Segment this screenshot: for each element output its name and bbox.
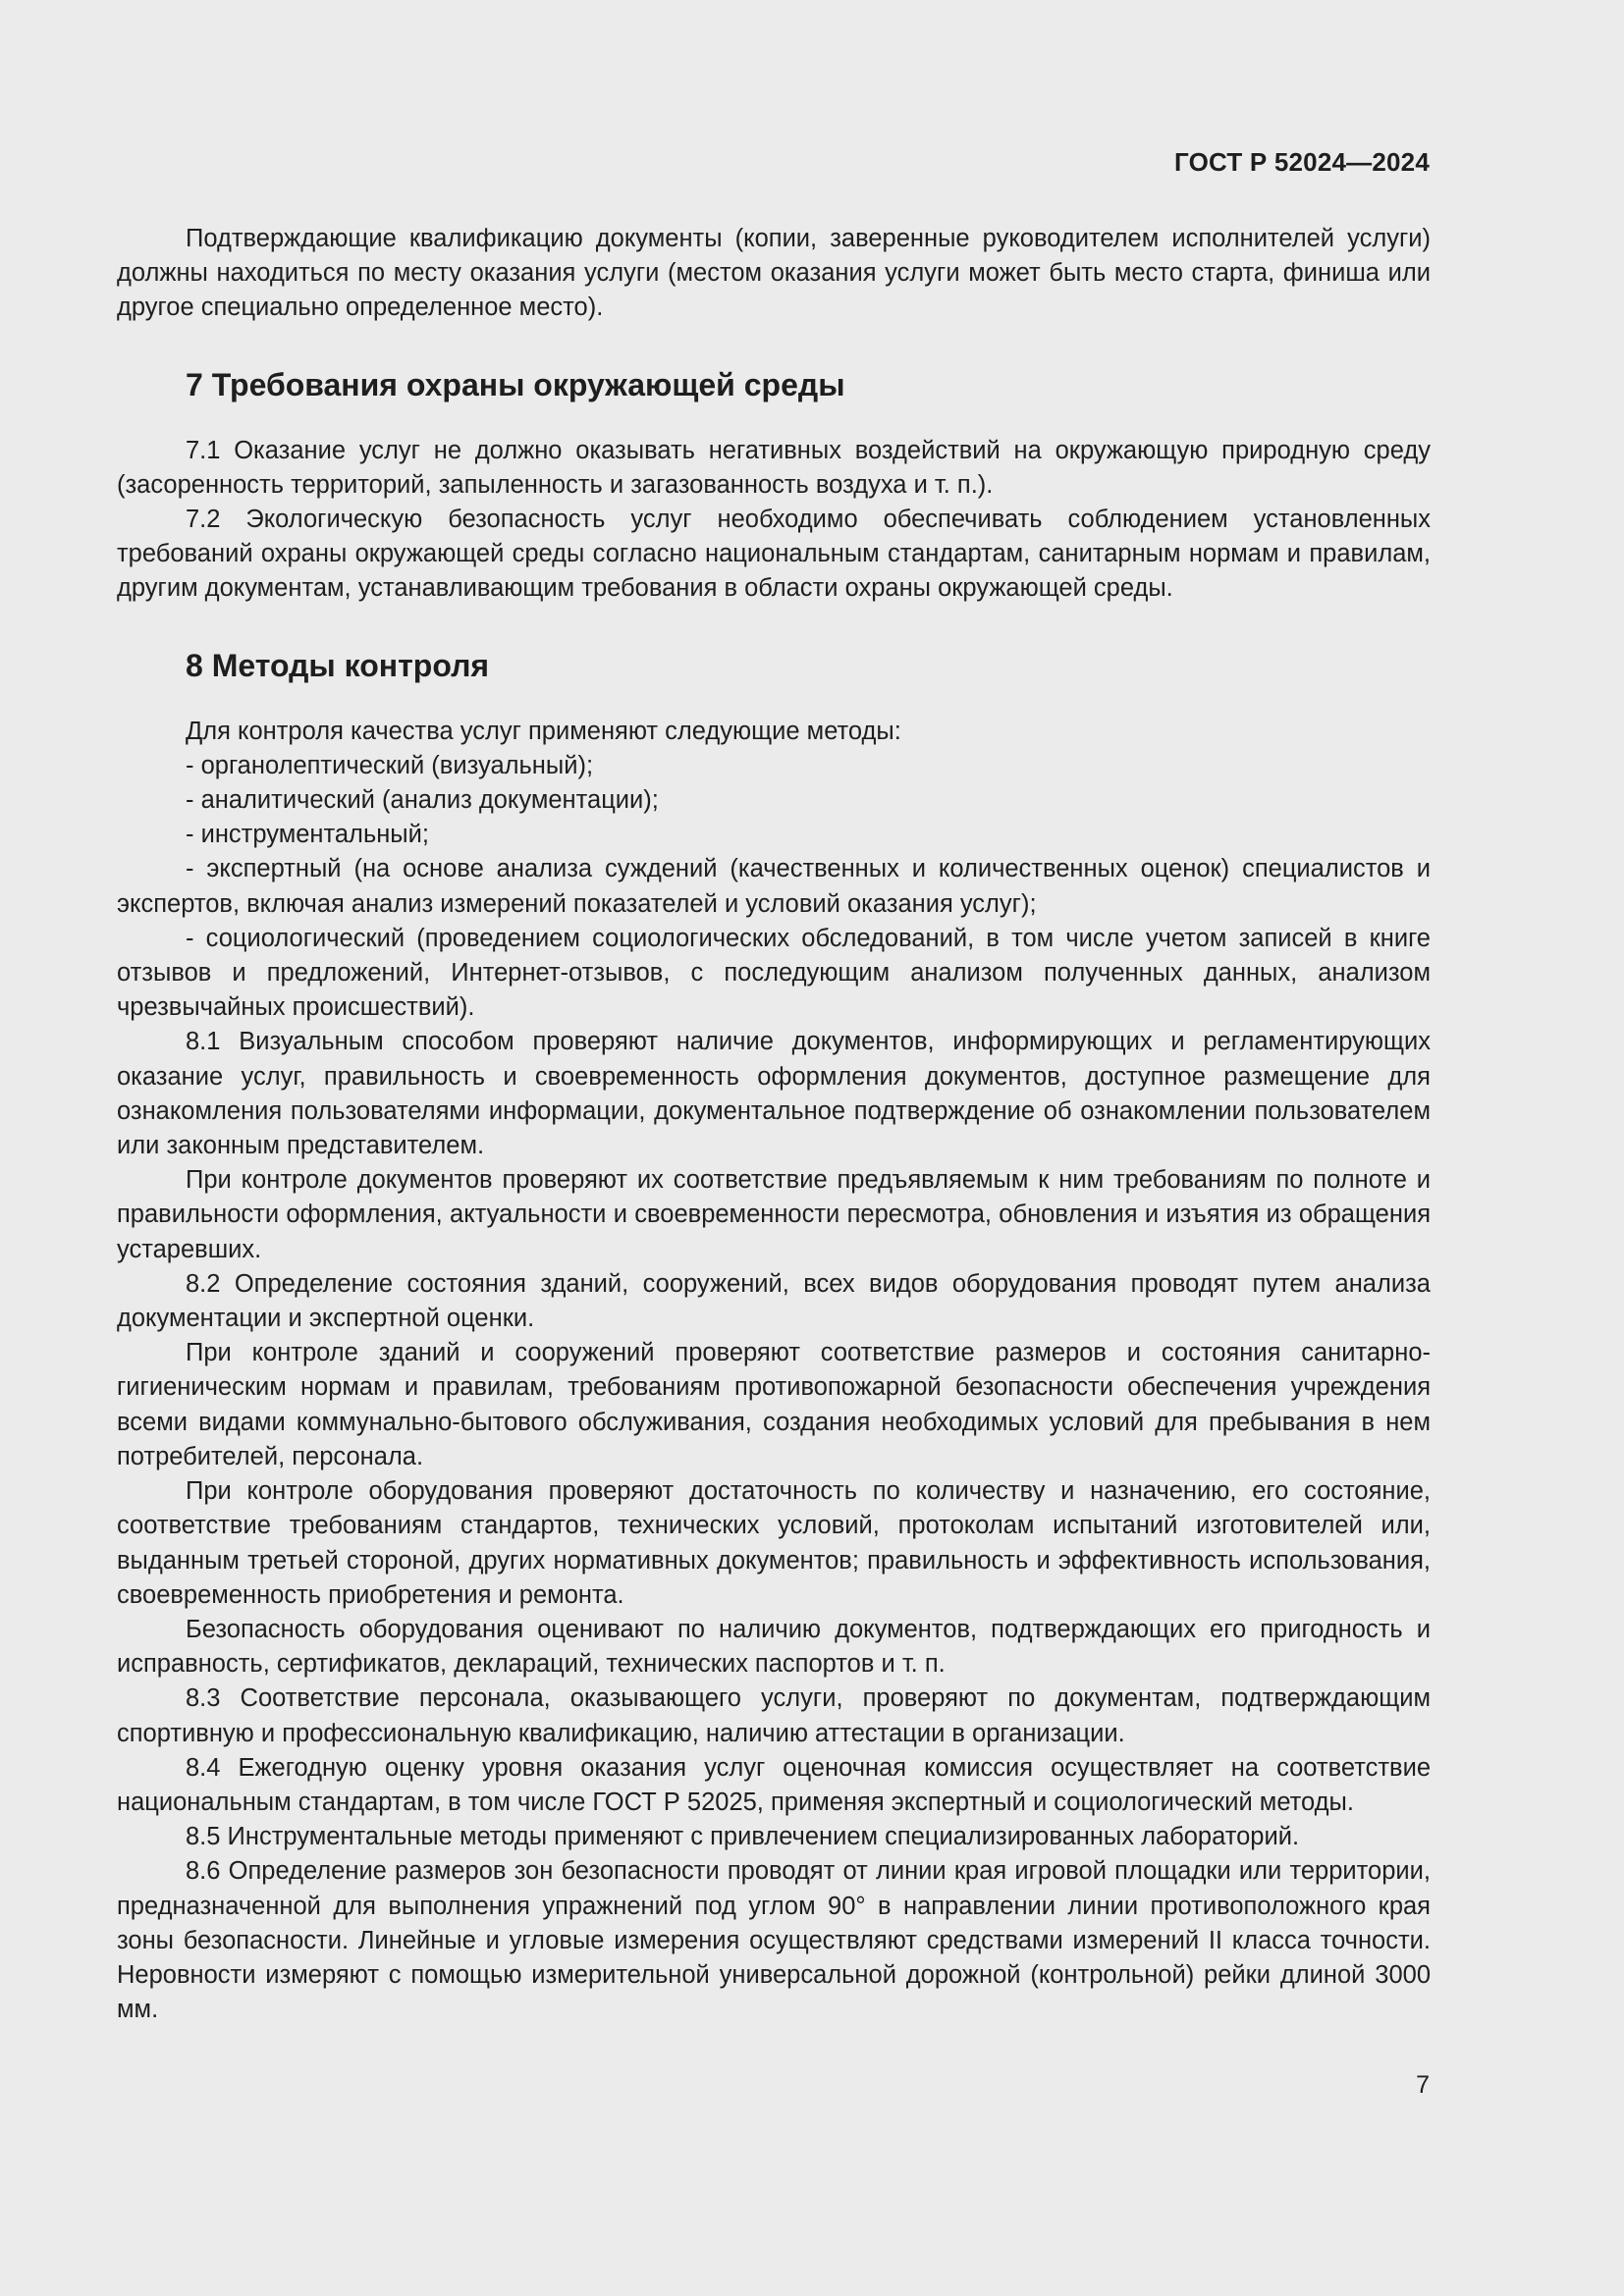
paragraph-8-3: 8.3 Соответствие персонала, оказывающего услуги, проверяют по документам, подтверждающим спортивную и профессиональную квалификацию, наличию аттестации в организации. [117, 1684, 1431, 1747]
method-item: - инструментальный; [186, 821, 429, 849]
paragraph-8-2-safety: Безопасность оборудования оценивают по наличию документов, подтверждающих его пригодность и исправность, сертификатов, деклараций, технических паспортов и т. п. [117, 1615, 1431, 1679]
paragraph-8-2-buildings: При контроле зданий и сооружений проверяют соответствие размеров и состояния санитарно-гигиеническим нормам и правилам, требованиям противопожарной безопасности обеспечения учреждения всеми видами коммунально-бытового обслуживания, создания необходимых условий для пребывания в нем потребителей, персонала. [117, 1339, 1431, 1470]
section-8-title: 8 Методы контроля [186, 647, 490, 683]
paragraph-8-4: 8.4 Ежегодную оценку уровня оказания услуг оценочная комиссия осуществляет на соответствие национальным стандартам, в том числе ГОСТ Р 52025, применяя экспертный и социологический методы. [117, 1753, 1431, 1816]
intro-paragraph: Подтверждающие квалификацию документы (копии, заверенные руководителем исполнителей услуги) должны находиться по месту оказания услуги (местом оказания услуги может быть место старта, финиша или другое специально определенное место). [117, 225, 1431, 322]
section-7-title: 7 Требования охраны окружающей среды [186, 366, 845, 402]
methods-lead: Для контроля качества услуг применяют следующие методы: [186, 717, 901, 745]
paragraph-8-6: 8.6 Определение размеров зон безопасности проводят от линии края игровой площадки или территории, предназначенной для выполнения упражнений под углом 90° в направлении линии противоположного края зоны безопасности. Линейные и угловые измерения осуществляют средствами измерений II класса точности. Неровности измеряют с помощью измерительной универсальной дорожной (контрольной) рейки длиной 3000 мм. [117, 1857, 1431, 2024]
method-item: - экспертный (на основе анализа суждений (качественных и количественных оценок) специалистов и экспертов, включая анализ измерений показателей и условий оказания услуг); [117, 855, 1431, 918]
method-item: - органолептический (визуальный); [186, 751, 594, 779]
paragraph-7-2: 7.2 Экологическую безопасность услуг необходимо обеспечивать соблюдением установленных требований охраны окружающей среды согласно национальным стандартам, санитарным нормам и правилам, другим документам, устанавливающим требования в области охраны окружающей среды. [117, 506, 1431, 603]
paragraph-8-2-equipment: При контроле оборудования проверяют достаточность по количеству и назначению, его состояние, соответствие требованиям стандартов, технических условий, протоколам испытаний изготовителей или, выданным третьей стороной, других нормативных документов; правильность и эффективность использования, своевременность приобретения и ремонта. [117, 1477, 1431, 1609]
paragraph-8-1-documents: При контроле документов проверяют их соответствие предъявляемым к ним требованиям по полноте и правильности оформления, актуальности и своевременности пересмотра, обновления и изъятия из обращения устаревших. [117, 1166, 1431, 1263]
document-code-header: ГОСТ Р 52024—2024 [1174, 147, 1430, 177]
paragraph-8-1: 8.1 Визуальным способом проверяют наличие документов, информирующих и регламентирующих оказание услуг, правильность и своевременность оформления документов, доступное размещение для ознакомления пользователями информации, документальное подтверждение об ознакомлении пользователем или законным представителем. [117, 1028, 1431, 1160]
paragraph-7-1: 7.1 Оказание услуг не должно оказывать негативных воздействий на окружающую природную среду (засоренность территорий, запыленность и загазованность воздуха и т. п.). [117, 436, 1431, 499]
page-number: 7 [1416, 2071, 1430, 2099]
method-item: - аналитический (анализ документации); [186, 786, 659, 815]
method-item: - социологический (проведением социологических обследований, в том числе учетом записей в книге отзывов и предложений, Интернет-отзывов, с последующим анализом полученных данных, анализом чрезвычайных происшествий). [117, 924, 1431, 1022]
paragraph-8-2: 8.2 Определение состояния зданий, сооружений, всех видов оборудования проводят путем анализа документации и экспертной оценки. [117, 1269, 1431, 1333]
page-content [117, 222, 1431, 2027]
paragraph-8-5: 8.5 Инструментальные методы применяют с привлечением специализированных лабораторий. [186, 1823, 1300, 1851]
